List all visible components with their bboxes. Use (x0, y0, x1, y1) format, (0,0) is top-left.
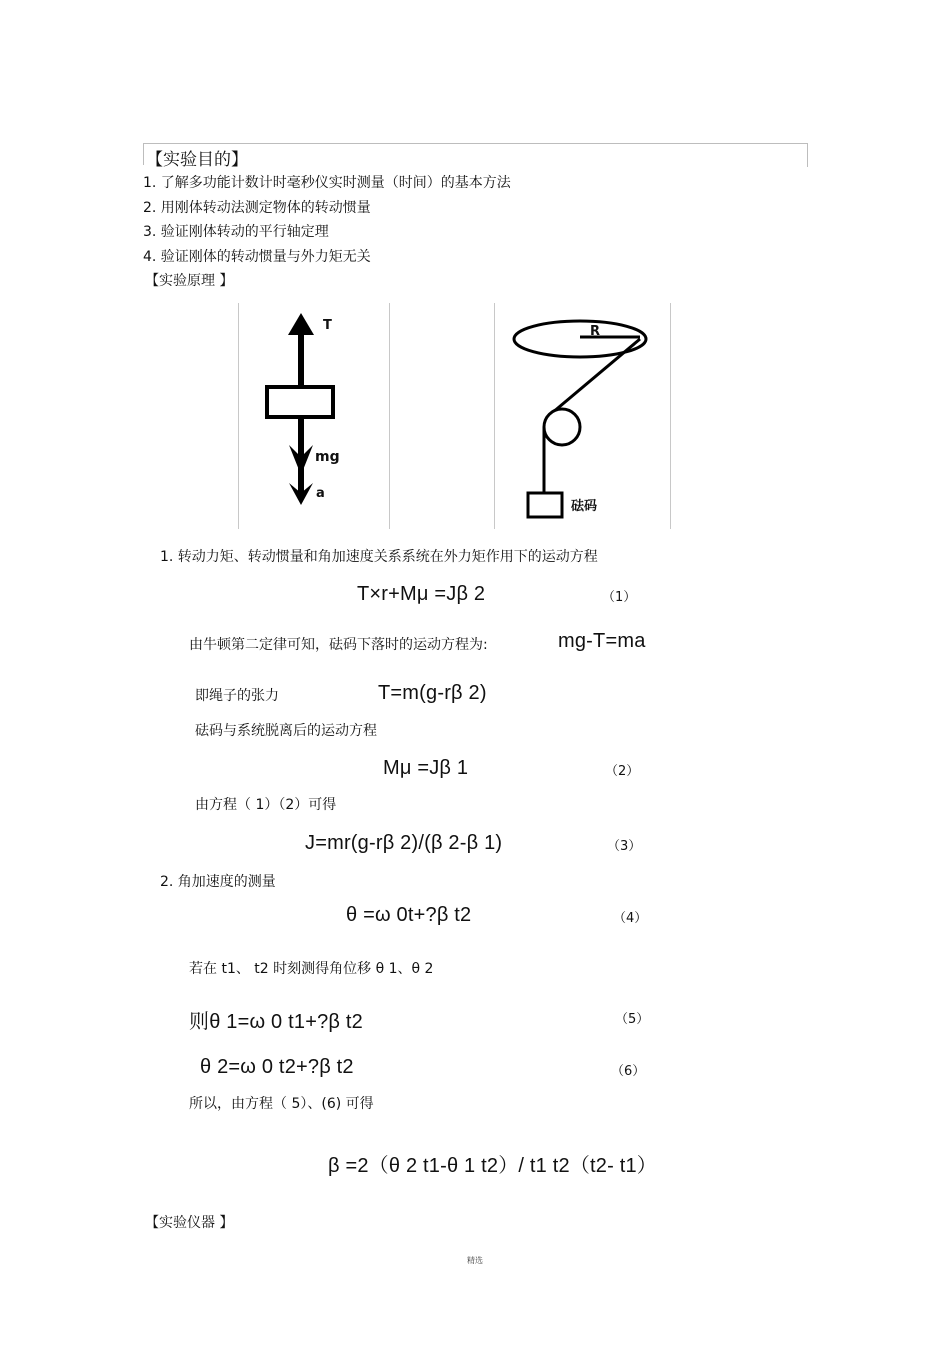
equation-3-number: （3） (607, 839, 642, 854)
equation-beta: β =2（θ 2 t1-θ 1 t2）/ t1 t2（t2- t1） (328, 1155, 658, 1177)
objective-item-2: 2. 用刚体转动法测定物体的转动惯量 (143, 200, 371, 216)
pulley-diagram-figure (494, 303, 671, 529)
after-separation-text: 砝码与系统脱离后的运动方程 (195, 723, 377, 739)
section-objective-title: 【实验目的】 (146, 150, 248, 170)
label-R: R (590, 324, 601, 339)
equation-5: 则θ 1=ω 0 t1+?β t2 (189, 1011, 363, 1033)
so-text: 所以，由方程（ 5）、(6) 可得 (189, 1096, 374, 1112)
equation-4-number: （4） (613, 911, 648, 926)
header-frame-top (143, 143, 808, 144)
tension-equation: T=m(g-rβ 2) (378, 682, 487, 704)
equation-4: θ =ω 0t+?β t2 (346, 904, 472, 926)
equation-1: T×r+Mμ =Jβ 2 (357, 583, 486, 605)
equation-6: θ 2=ω 0 t2+?β t2 (200, 1056, 354, 1078)
equation-1-number: （1） (602, 590, 637, 605)
item2-text: 2. 角加速度的测量 (160, 874, 276, 890)
newton-text: 由牛顿第二定律可知，砝码下落时的运动方程为: (189, 637, 488, 653)
equation-6-number: （6） (611, 1064, 646, 1079)
force-diagram-figure (238, 303, 390, 529)
section-principle-title: 【实验原理 】 (145, 273, 234, 289)
label-a: a (316, 486, 325, 501)
equation-3: J=mr(g-rβ 2)/(β 2-β 1) (305, 832, 503, 854)
footer-text: 精选 (467, 1256, 483, 1265)
if-at-times-text: 若在 t1、 t2 时刻测得角位移 θ 1、θ 2 (189, 961, 434, 977)
objective-item-1: 1. 了解多功能计数计时毫秒仪实时测量（时间）的基本方法 (143, 175, 511, 191)
tension-text: 即绳子的张力 (195, 688, 279, 704)
objective-item-3: 3. 验证刚体转动的平行轴定理 (143, 224, 329, 240)
header-frame-right (807, 143, 808, 167)
header-frame-left (143, 143, 144, 165)
item1-text: 1. 转动力矩、转动惯量和角加速度关系系统在外力矩作用下的运动方程 (160, 549, 598, 565)
from-equations-text: 由方程（ 1）（2）可得 (195, 797, 337, 813)
equation-2: Mμ =Jβ 1 (383, 757, 469, 779)
force-diagram-svg (239, 303, 389, 529)
newton-equation: mg-T=ma (558, 630, 646, 652)
label-weight: 砝码 (571, 499, 598, 514)
objective-item-4: 4. 验证刚体的转动惯量与外力矩无关 (143, 249, 371, 265)
label-T: T (323, 318, 332, 333)
section-instrument-title: 【实验仪器 】 (145, 1215, 234, 1231)
equation-5-number: （5） (615, 1012, 650, 1027)
equation-2-number: （2） (605, 764, 640, 779)
label-mg: mg (315, 449, 340, 465)
